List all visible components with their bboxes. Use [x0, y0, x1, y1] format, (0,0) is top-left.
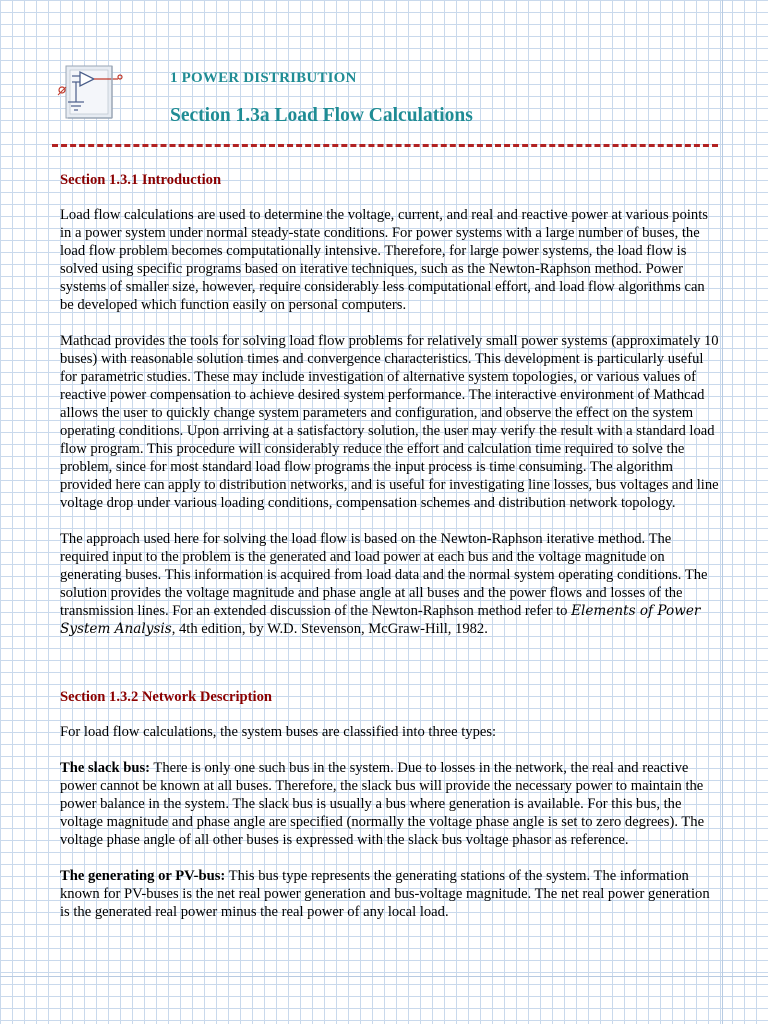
intro-paragraph-3-text: The approach used here for solving the load flow is based on the Newton-Raphson iterative method. The required input to the problem is the generated and load power at each bus and the voltage magnitude on generating buses. This information is acquired from load data and the normal system operating conditions. The solution provides the voltage magnitude and phase angle at all buses and the power flows and losses of the transmission lines. For an extended discussion of the Newton-Raphson method refer to	[60, 531, 708, 619]
intro-paragraph-3-citation: , 4th edition, by W.D. Stevenson, McGraw-Hill, 1982.	[171, 621, 488, 637]
pv-bus-paragraph	[60, 867, 720, 921]
section-spacer	[60, 656, 720, 688]
page-edge-bottom	[0, 976, 768, 977]
document-body	[60, 171, 720, 939]
section-heading-introduction: Section 1.3.1 Introduction	[60, 172, 222, 188]
intro-paragraph-2: Mathcad provides the tools for solving load flow problems for relatively small power systems (approximately 10 buses) with reasonable solution times and convergence characteristics. This development is particularly useful for parametric studies. These may include investigation of alternative system topologies, or various values of reactive power compensation to achieve desired system performance. The interactive environment of Mathcad allows the user to quickly change system parameters and configuration, and observe the effect on the system operating conditions. Upon arriving at a satisfactory solution, the user may verify the result with a standard load flow program. This procedure will considerably reduce the effort and calculation time required to solve the problem, since for most standard load flow programs the input process is time consuming. The algorithm provided here can apply to distribution networks, and is useful for investigating line losses, bus voltages and line voltage drop under various loading conditions, compensation schemes and distribution network topology.	[60, 333, 719, 511]
slack-bus-paragraph	[60, 759, 720, 849]
page-title: Section 1.3a Load Flow Calculations	[170, 105, 473, 126]
section-heading-network-description: Section 1.3.2 Network Description	[60, 689, 272, 705]
slack-bus-term: The slack bus:	[60, 760, 151, 776]
slack-bus-text: There is only one such bus in the system. Due to losses in the network, the real and reactive power cannot be known at all buses. Therefore, the slack bus will provide the necessary power to maintain the power balance in the system. The slack bus is usually a bus where generation is available. For this bus, the voltage magnitude and phase angle are specified (normally the voltage phase angle is set to zero degrees). The voltage phase angle of all other buses is expressed with the slack bus voltage phasor as reference.	[60, 760, 705, 848]
book-title: Elements of Power System Analysis	[60, 603, 701, 637]
network-paragraph-1: For load flow calculations, the system buses are classified into three types:	[60, 724, 497, 740]
intro-paragraph-3	[60, 530, 720, 638]
circuit-diagram-icon	[54, 62, 130, 126]
pv-bus-term: The generating or PV-bus:	[60, 868, 226, 884]
dashed-divider	[52, 144, 718, 147]
chapter-title: 1 POWER DISTRIBUTION	[170, 70, 357, 86]
page-edge-right	[722, 0, 723, 1024]
pv-bus-text: This bus type represents the generating stations of the system. The information known for PV-buses is the net real power generation and bus-voltage magnitude. The net real power generation is the generated real power minus the real power of any local load.	[60, 868, 710, 920]
intro-paragraph-1: Load flow calculations are used to determine the voltage, current, and real and reactive power at various points in a power system under normal steady-state conditions. For power systems with a large number of buses, the load flow problem becomes computationally intensive. Therefore, for large power systems, the load flow is solved using specific programs based on iterative techniques, such as the Newton-Raphson method. Power systems of smaller size, however, require considerably less computational effort, and load flow algorithms can be developed which function easily on personal computers.	[60, 207, 708, 313]
